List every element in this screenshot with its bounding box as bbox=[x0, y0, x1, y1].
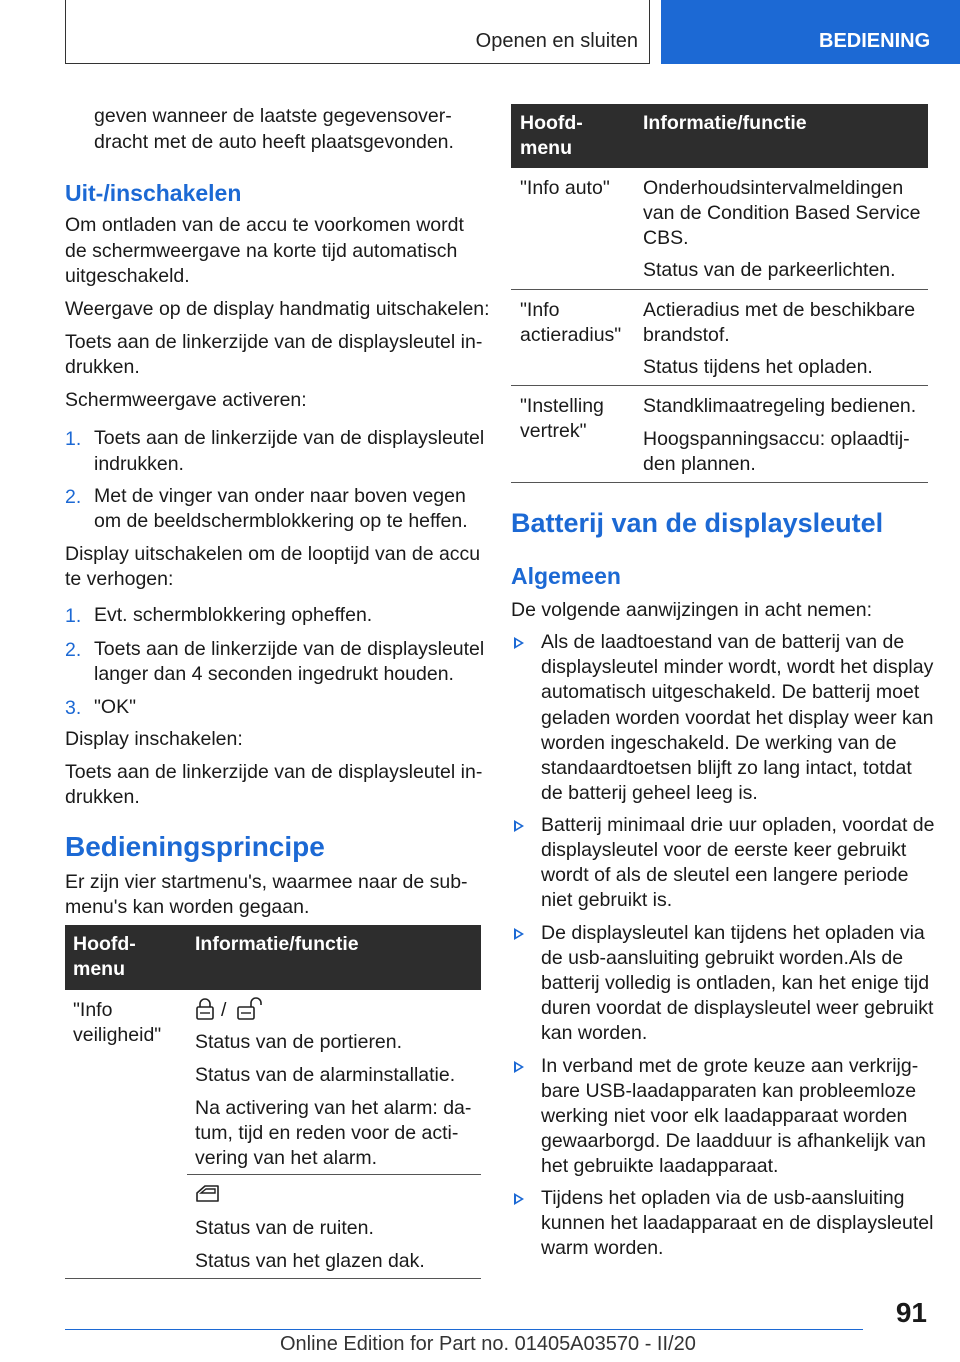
right-table-col1-line-2: menu bbox=[520, 137, 573, 159]
bullet-1-line-7: de batterij geheel leeg is. bbox=[541, 782, 758, 804]
right-row2-label-line-2: actieradius" bbox=[520, 324, 622, 346]
list1-item-2-line-1: Met de vinger van onder naar boven vegen bbox=[94, 485, 466, 507]
bullet-4-line-4: gewaarborgd. De laadduur is afhankelijk van bbox=[541, 1130, 926, 1152]
para-2: Weergave op de display handmatig uitschakelen: bbox=[65, 298, 490, 320]
right-row3-label-line-2: vertrek" bbox=[520, 420, 587, 442]
footer-rule bbox=[65, 1329, 863, 1330]
left-row-label-line-2: veiligheid" bbox=[73, 1024, 162, 1046]
left-cell2-line-1: Status van de ruiten. bbox=[195, 1217, 374, 1239]
bullet-3-line-5: kan worden. bbox=[541, 1022, 648, 1044]
bullet-5-line-1: Tijdens het opladen via de usb-aansluiting bbox=[541, 1187, 905, 1209]
right-row2-extra: Status tijdens het opladen. bbox=[643, 356, 873, 378]
section-title: Openen en sluiten bbox=[475, 30, 638, 52]
bullet-icon bbox=[514, 1061, 524, 1073]
left-table-header bbox=[65, 925, 481, 990]
heading-principle: Bedieningsprincipe bbox=[65, 831, 325, 862]
left-table-col1-line-2: menu bbox=[73, 958, 126, 980]
para-1-line-3: uitgeschakeld. bbox=[65, 265, 190, 287]
bullet-4-line-2: bare USB-laadapparaten kan probleemloze bbox=[541, 1080, 917, 1102]
bullet-icon bbox=[514, 637, 524, 649]
bullet-1-line-3: automatisch uitgeschakeld. De batterij moet bbox=[541, 681, 920, 703]
bullet-2-line-2: displaysleutel voor de eerste keer gebruikt bbox=[541, 839, 907, 861]
para-3-line-2: drukken. bbox=[65, 356, 140, 378]
left-cell1-note-line-1: Na activering van het alarm: da- bbox=[195, 1097, 472, 1119]
bullet-4-line-1: In verband met de grote keuze aan verkrijg- bbox=[541, 1055, 919, 1077]
right-row3-label-line-1: "Instelling bbox=[520, 395, 604, 417]
list2-item-2-line-1: Toets aan de linkerzijde van de displaysleutel bbox=[94, 638, 485, 660]
left-table-col2: Informatie/functie bbox=[195, 933, 359, 955]
left-cell1-note-line-2: tum, tijd en reden voor de acti- bbox=[195, 1122, 459, 1144]
right-row1-extra: Status van de parkeerlichten. bbox=[643, 259, 896, 281]
bullet-2-line-4: niet gebruikt is. bbox=[541, 889, 673, 911]
chapter-tab-label: BEDIENING bbox=[819, 30, 931, 52]
left-cell1-line-1: Status van de portieren. bbox=[195, 1031, 403, 1053]
para-3-line-1: Toets aan de linkerzijde van de displaysleutel in- bbox=[65, 331, 483, 353]
list1-item-1-line-2: indrukken. bbox=[94, 453, 184, 475]
list1-item-1-line-1: Toets aan de linkerzijde van de displaysleutel bbox=[94, 427, 485, 449]
list1-number-1: 1. bbox=[65, 428, 82, 450]
right-table-header bbox=[511, 104, 928, 168]
bullet-2-line-3: wordt of als de sleutel een langere periode bbox=[541, 864, 909, 886]
bullet-1-line-2: displaysleutel minder wordt, wordt het display bbox=[541, 656, 934, 678]
left-cell-divider bbox=[187, 1174, 481, 1175]
bullet-5-line-2: kunnen het laadapparaat en de displaysleutel bbox=[541, 1212, 934, 1234]
bullet-2-line-1: Batterij minimaal drie uur opladen, voordat de bbox=[541, 814, 935, 836]
right-row3-line-1: Standklimaatregeling bedienen. bbox=[643, 395, 917, 417]
list1-number-2: 2. bbox=[65, 486, 82, 508]
left-cell2-line-2: Status van het glazen dak. bbox=[195, 1250, 425, 1272]
chapter-tab[interactable] bbox=[661, 0, 960, 64]
right-row2-line-1: Actieradius met de beschikbare bbox=[643, 299, 916, 321]
bullet-3-line-3: batterij volledig is ontladen, kan het enige tijd bbox=[541, 972, 930, 994]
right-row1-label: "Info auto" bbox=[520, 177, 610, 199]
list2-item-2-line-2: langer dan 4 seconden ingedrukt houden. bbox=[94, 663, 454, 685]
bullet-3-line-1: De displaysleutel kan tijdens het opladen via bbox=[541, 922, 925, 944]
footer-edition: Online Edition for Part no. 01405A03570 - II/20 bbox=[280, 1333, 696, 1355]
bullet-3-line-4: duren voordat de displaysleutel weer gebruikt bbox=[541, 997, 934, 1019]
right-row2-line-2: brandstof. bbox=[643, 324, 730, 346]
right-row2-rule bbox=[511, 385, 928, 386]
list1-item-2-line-2: om de beeldschermblokkering op te heffen. bbox=[94, 510, 468, 532]
bullet-3-line-2: de usb-aansluiting gebruikt worden.Als de bbox=[541, 947, 904, 969]
right-row2-label-line-1: "Info bbox=[520, 299, 560, 321]
bullet-icon bbox=[514, 928, 524, 940]
para-5-line-2: te verhogen: bbox=[65, 568, 174, 590]
left-row-label-line-1: "Info bbox=[73, 999, 113, 1021]
icon-separator: / bbox=[221, 999, 227, 1021]
bullet-1-line-6: standaardtoetsen blijft zo lang intact, totdat bbox=[541, 757, 912, 779]
left-table-col1-line-1: Hoofd- bbox=[73, 933, 136, 955]
list2-item-3: "OK" bbox=[94, 696, 137, 718]
heading-battery: Batterij van de displaysleutel bbox=[511, 508, 884, 538]
right-table-bottom-rule bbox=[511, 482, 928, 483]
bullet-1-line-5: worden ingeschakeld. De werking van de bbox=[541, 732, 897, 754]
intro-line-2: dracht met de auto heeft plaatsgevonden. bbox=[94, 131, 454, 153]
para-8-line-2: menu's kan worden gegaan. bbox=[65, 896, 310, 918]
bullet-1-line-4: geladen worden voordat het display weer kan bbox=[541, 707, 934, 729]
bullet-4-line-5: het gebruikte laadapparaat. bbox=[541, 1155, 779, 1177]
heading-toggle: Uit-/inschakelen bbox=[65, 180, 242, 206]
right-table-col1-line-1: Hoofd- bbox=[520, 112, 583, 134]
para-1-line-1: Om ontladen van de accu te voorkomen wordt bbox=[65, 214, 464, 236]
list2-item-1: Evt. schermblokkering opheffen. bbox=[94, 604, 373, 626]
list2-number-3: 3. bbox=[65, 697, 82, 719]
left-table-bottom-rule bbox=[65, 1278, 481, 1279]
heading-general: Algemeen bbox=[511, 563, 621, 589]
para-7-line-1: Toets aan de linkerzijde van de displaysleutel in- bbox=[65, 761, 483, 783]
right-intro: De volgende aanwijzingen in acht nemen: bbox=[511, 599, 872, 621]
para-6: Display inschakelen: bbox=[65, 728, 243, 750]
left-cell1-line-2: Status van de alarminstallatie. bbox=[195, 1064, 456, 1086]
car-window-icon bbox=[195, 1183, 221, 1203]
para-4: Schermweergave activeren: bbox=[65, 389, 307, 411]
intro-line-1: geven wanneer de laatste gegevensover- bbox=[94, 105, 452, 127]
right-row1-line-1: Onderhoudsintervalmeldingen bbox=[643, 177, 904, 199]
bullet-icon bbox=[514, 820, 524, 832]
para-1-line-2: de schermweergave na korte tijd automatisch bbox=[65, 240, 458, 262]
bullet-1-line-1: Als de laadtoestand van de batterij van de bbox=[541, 631, 905, 653]
bullet-5-line-3: warm worden. bbox=[541, 1237, 664, 1259]
right-row1-line-2: van de Condition Based Service bbox=[643, 202, 921, 224]
lock-closed-icon bbox=[195, 998, 215, 1020]
right-table-col2: Informatie/functie bbox=[643, 112, 807, 134]
para-8-line-1: Er zijn vier startmenu's, waarmee naar de sub- bbox=[65, 871, 468, 893]
right-row1-line-3: CBS. bbox=[643, 227, 689, 249]
right-row3-extra-line-1: Hoogspanningsaccu: oplaadtij- bbox=[643, 428, 910, 450]
para-7-line-2: drukken. bbox=[65, 786, 140, 808]
list2-number-1: 1. bbox=[65, 605, 82, 627]
bullet-4-line-3: werking niet voor elk laadapparaat worden bbox=[541, 1105, 908, 1127]
page-number: 91 bbox=[895, 1297, 927, 1328]
lock-open-icon bbox=[236, 997, 266, 1020]
left-cell1-note-line-3: vering van het alarm. bbox=[195, 1147, 378, 1169]
para-5-line-1: Display uitschakelen om de looptijd van de accu bbox=[65, 543, 481, 565]
right-row1-rule bbox=[511, 289, 928, 290]
list2-number-2: 2. bbox=[65, 639, 82, 661]
right-row3-extra-line-2: den plannen. bbox=[643, 453, 756, 475]
bullet-icon bbox=[514, 1193, 524, 1205]
